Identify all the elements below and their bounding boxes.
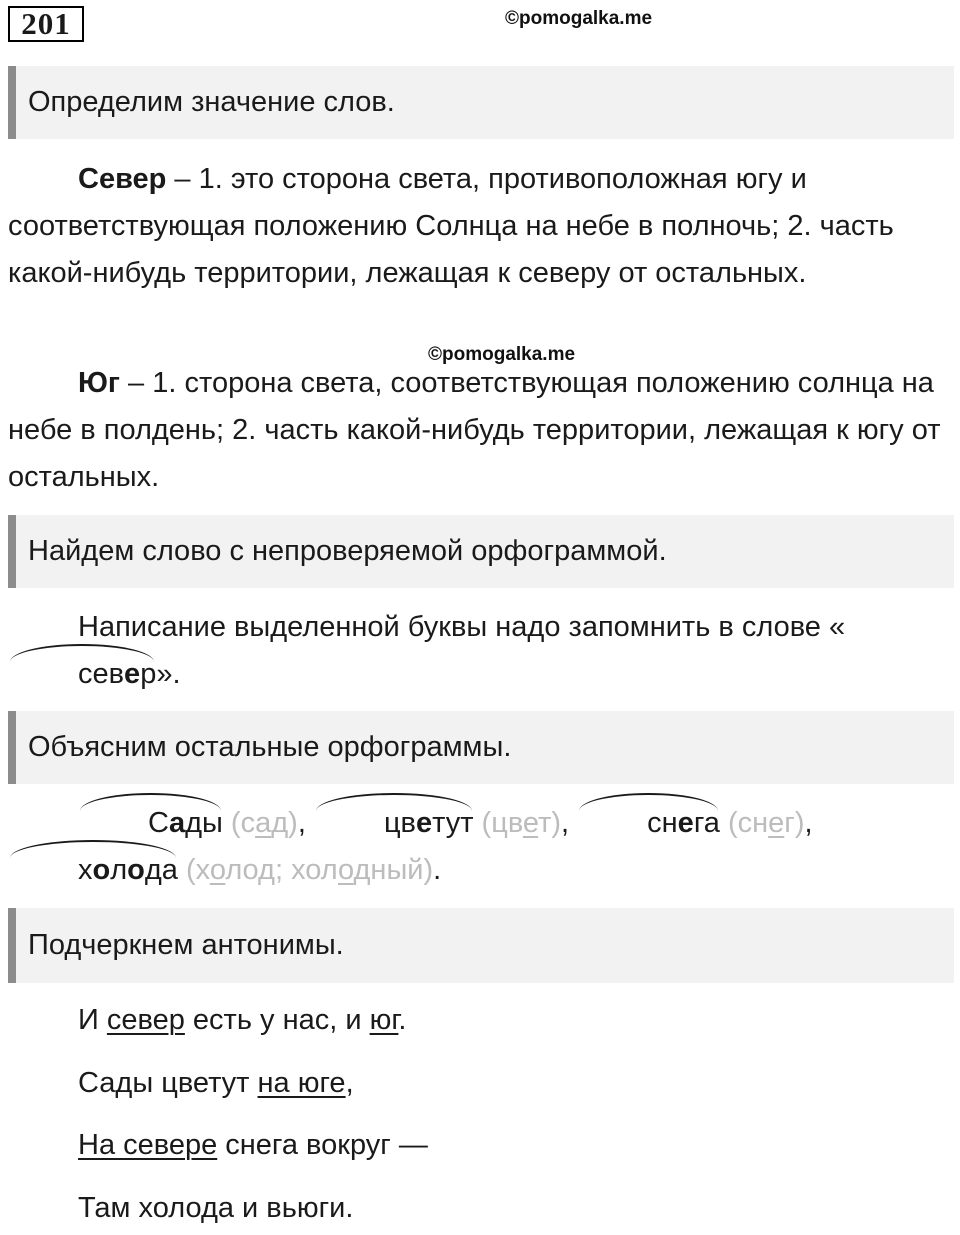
- antonym-na-yuge: на юге: [257, 1067, 346, 1099]
- unverifiable-text-b: ».: [156, 658, 181, 690]
- w2-b: е: [415, 807, 433, 839]
- watermark: ©pomogalka.me: [505, 8, 653, 29]
- word-snega: [577, 800, 720, 847]
- antonym-yug: юг: [369, 1004, 399, 1036]
- sever-word-arc: [8, 651, 156, 698]
- watermark-2: ©pomogalka.me: [428, 344, 576, 365]
- w4-e: да: [144, 854, 178, 886]
- w4-a: х: [78, 854, 93, 886]
- sever-text: – 1. это сторона света, противоположная югу и соответствующая положению Солнца на небе в полночь; 2. часть какой-нибудь территории, лежащая к северу от остальных.: [8, 163, 894, 289]
- yug-text: – 1. сторона света, соответствующая положению солнца на небе в полдень; 2. часть какой-нибудь территории, лежащая к югу от остальных.: [8, 367, 941, 493]
- w2-a: цв: [383, 807, 416, 839]
- w3-c: га: [693, 807, 720, 839]
- poem-line-4: Там холода и вьюги.: [78, 1192, 354, 1224]
- exercise-number: 201: [8, 6, 84, 42]
- heading-orthograms: Объясним остальные орфограммы.: [8, 711, 954, 784]
- comma: ,: [561, 807, 578, 839]
- w4-d: о: [127, 854, 145, 886]
- c1-a: (с: [222, 807, 256, 839]
- yug-definition: [8, 360, 948, 501]
- w4-b: о: [92, 854, 111, 886]
- yug-term: Юг: [78, 367, 120, 399]
- c4-d: хол: [291, 854, 339, 886]
- check-tsvet: [474, 807, 562, 839]
- word-letter: е: [124, 658, 141, 690]
- l2-a: Сады цветут: [78, 1067, 258, 1099]
- c2-c: т): [538, 807, 562, 839]
- poem-line-1: [78, 1004, 406, 1037]
- l2-b: ,: [345, 1067, 354, 1099]
- w2-c: тут: [432, 807, 474, 839]
- heading-meanings: Определим значение слов.: [8, 66, 954, 139]
- antonym-na-severe: На севере: [78, 1129, 218, 1161]
- w1-c: ды: [185, 807, 223, 839]
- c2-b: е: [522, 807, 539, 839]
- l1-b: есть у нас, и: [184, 1004, 370, 1036]
- c3-c: г): [784, 807, 805, 839]
- comma: ,: [804, 807, 813, 839]
- c4-a: (х: [177, 854, 210, 886]
- orthograms-paragraph: [8, 800, 948, 894]
- comma: ,: [297, 807, 314, 839]
- l3-b: снега вокруг —: [217, 1129, 428, 1161]
- c4-b: о: [209, 854, 226, 886]
- word-start: сев: [78, 658, 125, 690]
- word-tsvetut: [314, 800, 474, 847]
- sever-definition: [8, 156, 948, 297]
- poem-line-3: [78, 1129, 428, 1162]
- heading-unverifiable: Найдем слово с непроверяемой орфограммой.: [8, 515, 954, 588]
- word-end: р: [140, 658, 157, 690]
- l1-a: И: [78, 1004, 107, 1036]
- unverifiable-text-a: Написание выделенной буквы надо запомнить в слове «: [78, 611, 846, 643]
- period: .: [433, 854, 442, 886]
- check-sad: [223, 807, 298, 839]
- unverifiable-paragraph: [8, 604, 948, 698]
- c3-b: е: [768, 807, 785, 839]
- c1-c: д): [271, 807, 298, 839]
- w4-c: л: [110, 854, 128, 886]
- c4-e: о: [338, 854, 354, 886]
- l1-c: .: [398, 1004, 407, 1036]
- c4-c: лод;: [225, 854, 284, 886]
- c1-b: а: [255, 807, 272, 839]
- c2-a: (цв: [473, 807, 523, 839]
- poem-line-2: [78, 1067, 354, 1100]
- w1-a: С: [148, 807, 169, 839]
- check-sneg: [720, 807, 805, 839]
- w3-a: сн: [647, 807, 678, 839]
- check-kholod: [178, 854, 433, 886]
- antonym-sever: север: [106, 1004, 185, 1036]
- w3-b: е: [677, 807, 694, 839]
- heading-antonyms: Подчеркнем антонимы.: [8, 908, 954, 983]
- w1-b: а: [168, 807, 186, 839]
- c4-f: дный): [353, 854, 434, 886]
- word-kholoda: [8, 847, 178, 894]
- sever-term: Север: [78, 163, 167, 195]
- c3-a: (сн: [719, 807, 769, 839]
